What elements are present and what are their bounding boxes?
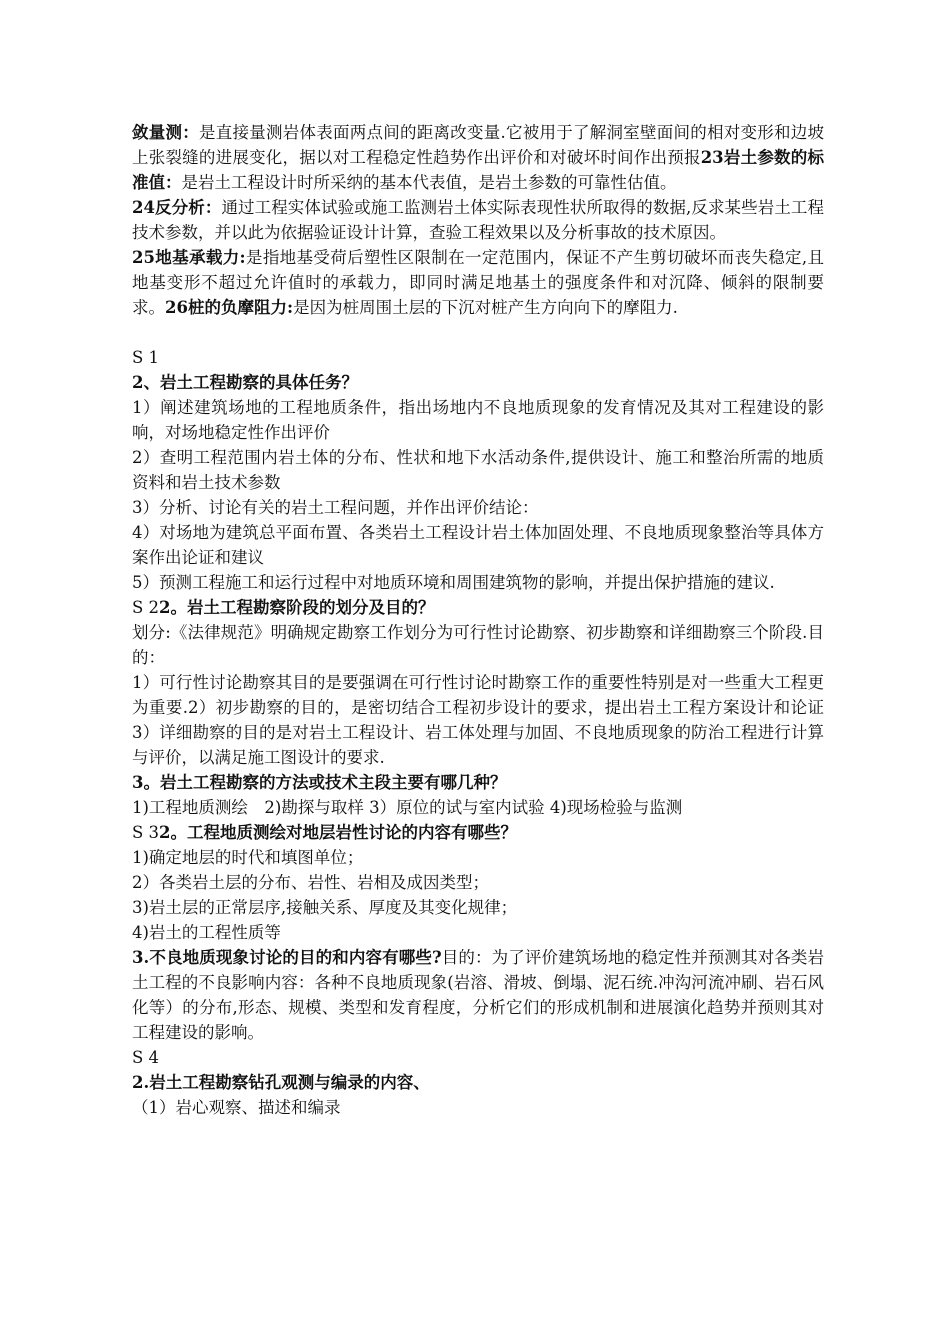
question-heading: 2。工程地质测绘对地层岩性讨论的内容有哪些？ (159, 823, 518, 842)
definition: 是因为桩周围土层的下沉对桩产生方向向下的摩阻力. (293, 298, 678, 317)
answer-item: 3)岩土层的正常层序,接触关系、厚度及其变化规律； (132, 898, 518, 917)
section-label: S 4 (132, 1048, 160, 1067)
question-heading: 3.不良地质现象讨论的目的和内容有哪些? (132, 948, 442, 967)
term: 26桩的负摩阻力: (165, 298, 294, 317)
definition: 是直接量测岩体表面两点间的距离改变量.它被用于了解洞室壁面间的相对变形和边坡上张裂缝的进展变化，据以对工程稳定性趋势作出评价和对破坏时间作出预报 (132, 123, 824, 167)
answer-item: 2）查明工程范围内岩土体的分布、性状和地下水活动条件,提供设计、施工和整治所需的地质资料和岩土技术参数 (132, 448, 824, 492)
section-label: S 3 (132, 823, 160, 842)
answer-item: 2）各类岩土层的分布、岩性、岩相及成因类型； (132, 873, 489, 892)
answer-item: 5）预测工程施工和运行过程中对地质环境和周围建筑物的影响，并提出保护措施的建议. (132, 573, 775, 592)
question-heading: 2.岩土工程勘察钻孔观测与编录的内容、 (132, 1073, 430, 1092)
term: 23岩土参数的标准值： (132, 148, 825, 192)
question-heading: 2、岩土工程勘察的具体任务？ (132, 373, 358, 392)
answer-item: 4）对场地为建筑总平面布置、各类岩土工程设计岩土体加固处理、不良地质现象整治等具体方案作出论证和建议 (132, 523, 824, 567)
question-heading: 3。岩土工程勘察的方法或技术主段主要有哪几种？ (132, 773, 507, 792)
paragraph-back-analysis (132, 195, 824, 245)
answer-item: 4)岩土的工程性质等 (132, 923, 281, 942)
answer-item: 1)确定地层的时代和填图单位； (132, 848, 364, 867)
term: 敛量测： (132, 123, 199, 142)
document-body (132, 120, 824, 1120)
answer-item: 1)工程地质测绘 2)勘探与取样 3）原位的试与室内试验 4)现场检验与监测 (132, 798, 683, 817)
answer-item: （1）岩心观察、描述和编录 (132, 1098, 341, 1117)
question-line (132, 595, 824, 620)
paragraph-bearing-capacity (132, 245, 824, 320)
definition: 通过工程实体试验或施工监测岩土体实际表现性状所取得的数据,反求某些岩土工程技术参数，并以此为依据验证设计计算，查验工程效果以及分析事故的技术原因。 (132, 198, 825, 242)
answer-item: 3）分析、讨论有关的岩土工程问题，并作出评价结论： (132, 498, 539, 517)
section-label: S 1 (132, 348, 160, 367)
answer-item: 划分:《法律规范》明确规定勘察工作划分为可行性讨论勘察、初步勘察和详细勘察三个阶段.目的： (132, 623, 824, 667)
term: 25地基承载力: (132, 248, 246, 267)
answer-item: 1）阐述建筑场地的工程地质条件，指出场地内不良地质现象的发育情况及其对工程建设的影响，对场地稳定性作出评价 (132, 398, 824, 442)
question-heading: 2。岩土工程勘察阶段的划分及目的？ (159, 598, 435, 617)
paragraph-convergence (132, 120, 824, 195)
definition: 是岩土工程设计时所采纳的基本代表值，是岩土参数的可靠性估值。 (181, 173, 677, 192)
term: 24反分析： (132, 198, 222, 217)
definition: 是指地基受荷后塑性区限制在一定范围内，保证不产生剪切破坏而丧失稳定,且地基变形不超过允许值时的承载力，即同时满足地基土的强度条件和对沉降、倾斜的限制要求。 (132, 248, 824, 317)
answer-text: 目的：为了评价建筑场地的稳定性并预测其对各类岩土工程的不良影响内容：各种不良地质现象(岩溶、滑坡、倒塌、泥石统.冲沟河流冲刷、岩石风化等）的分布,形态、规模、类型和发育程度，分析它们的形成机制和进展演化趋势并预则其对工程建设的影响。 (132, 948, 824, 1042)
answer-item: 1）可行性讨论勘察其目的是要强调在可行性讨论时勘察工作的重要性特别是对一些重大工程更为重要.2）初步勘察的目的，是密切结合工程初步设计的要求，提出岩土工程方案设计和论证 3）详细勘察的目的是对岩土工程设计、岩工体处理与加固、不良地质现象的防治工程进行计算与评价，以满足施工图设计的要求. (132, 673, 824, 767)
paragraph-adverse-geology (132, 945, 824, 1045)
question-line (132, 820, 824, 845)
section-label: S 2 (132, 598, 160, 617)
spacer (132, 320, 824, 345)
